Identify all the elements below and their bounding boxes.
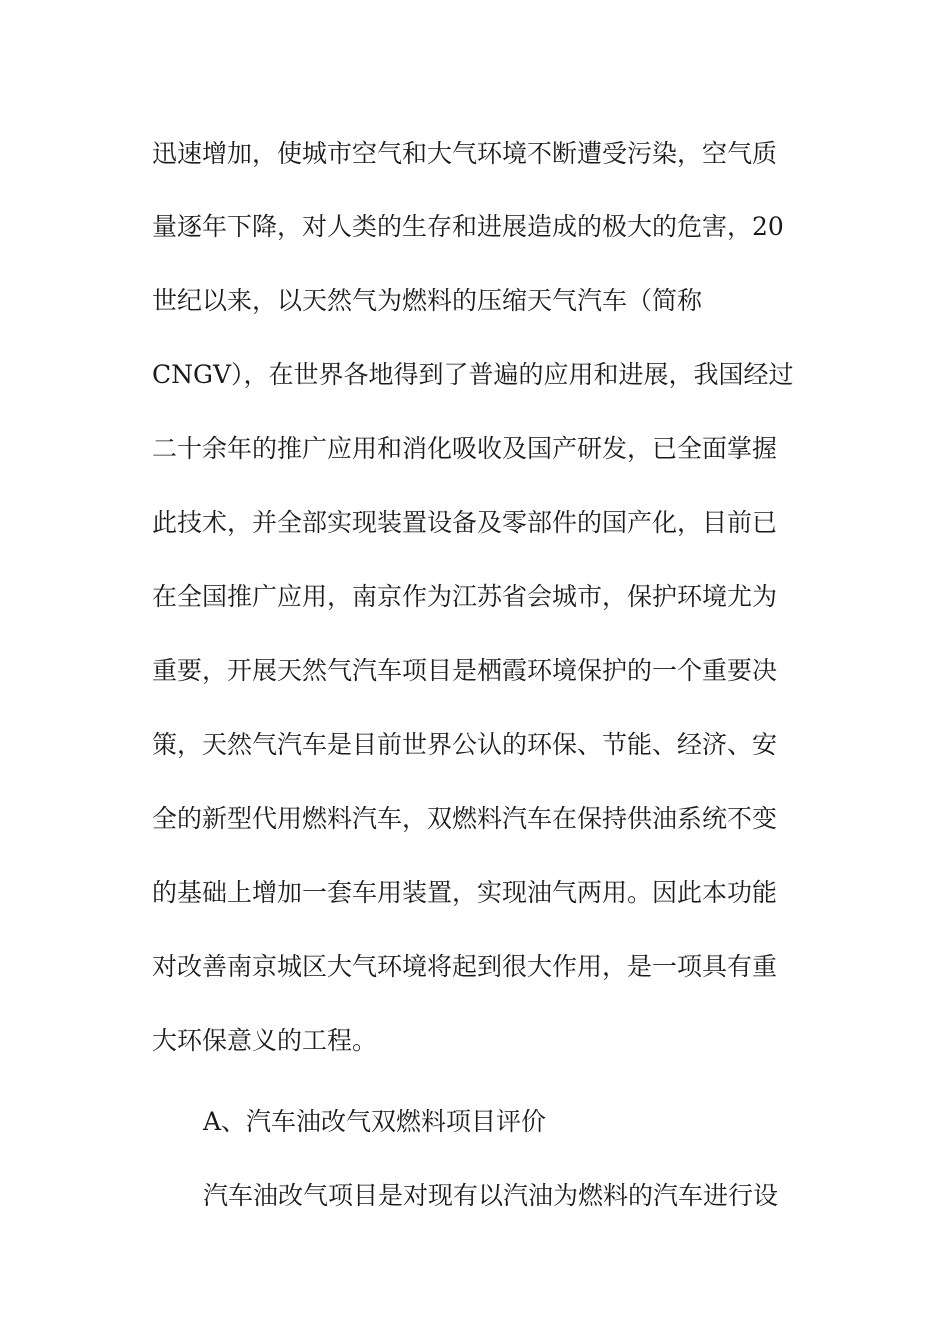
body-text-line: 策，天然气汽车是目前世界公认的环保、节能、经济、安 (152, 730, 778, 759)
body-text-line: 迅速增加，使城市空气和大气环境不断遭受污染，空气质 (152, 139, 778, 168)
section-heading: A、汽车油改气双燃料项目评价 (203, 1107, 547, 1136)
body-text-line: 重要，开展天然气汽车项目是栖霞环境保护的一个重要决 (152, 656, 778, 685)
body-text-line: 全的新型代用燃料汽车，双燃料汽车在保持供油系统不变 (152, 804, 778, 833)
body-text-line: 汽车油改气项目是对现有以汽油为燃料的汽车进行设 (203, 1181, 779, 1210)
body-text-line: 此技术，并全部实现装置设备及零部件的国产化，目前已 (152, 508, 778, 537)
body-text-line: 世纪以来，以天然气为燃料的压缩天气汽车（简称 (152, 286, 703, 315)
body-text-line: 的基础上增加一套车用装置，实现油气两用。因此本功能 (152, 878, 778, 907)
body-text-line: 量逐年下降，对人类的生存和进展造成的极大的危害，20 (152, 212, 784, 241)
body-text-line: 对改善南京城区大气环境将起到很大作用，是一项具有重 (152, 952, 778, 981)
body-text-line: 二十余年的推广应用和消化吸收及国产研发，已全面掌握 (152, 434, 778, 463)
body-text-line: 在全国推广应用，南京作为江苏省会城市，保护环境尤为 (152, 582, 778, 611)
body-text-line: 大环保意义的工程。 (152, 1026, 378, 1055)
body-text-line: CNGV），在世界各地得到了普遍的应用和进展，我国经过 (152, 360, 794, 389)
